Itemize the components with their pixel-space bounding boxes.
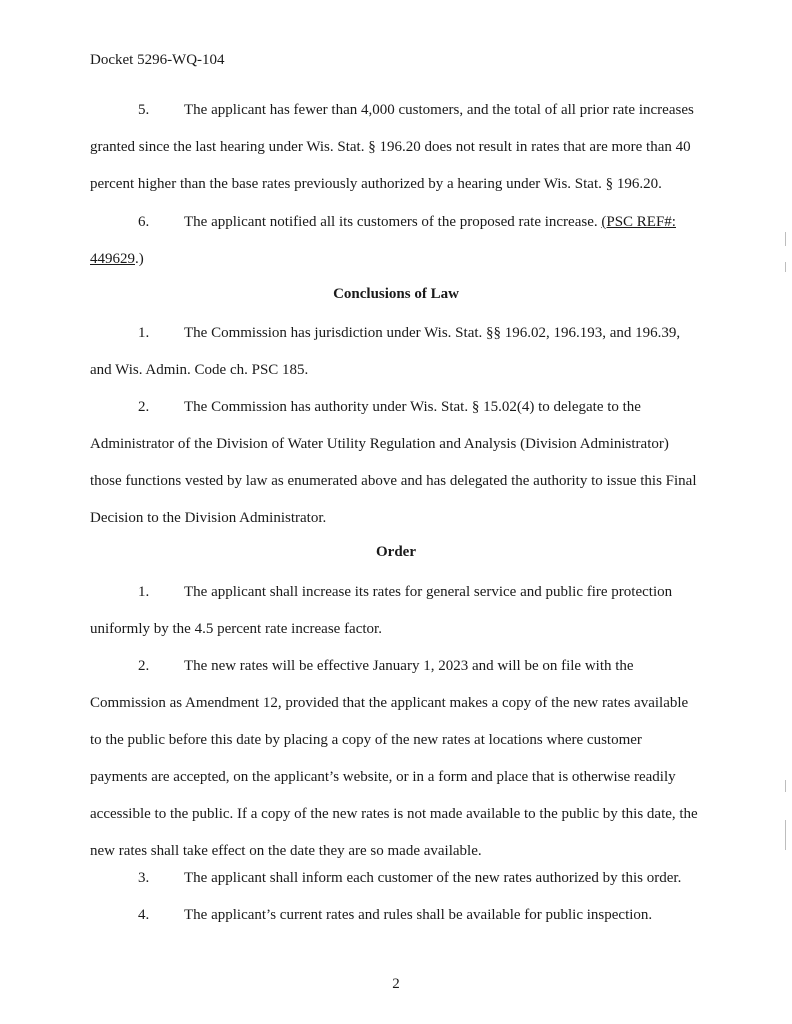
paragraph-text: The applicant has fewer than 4,000 customers, and the total of all prior rate increases granted since the last hearing under Wis. Stat. § 196.20 does not result in rates that are more than 40 percent higher than the base rates previously authorized by a hearing under Wis. Stat. § 196.20. [90, 102, 694, 192]
conclusions-heading: Conclusions of Law [333, 286, 459, 302]
paragraph-text: The applicant notified all its customers of the proposed rate increase. [184, 214, 602, 230]
paragraph-number: 6. [138, 214, 150, 230]
paragraph-number: 5. [138, 102, 150, 118]
conclusion-paragraph-1 [90, 315, 702, 389]
order-paragraph-1 [90, 574, 702, 648]
paragraph-text: The Commission has jurisdiction under Wis. Stat. §§ 196.02, 196.193, and 196.39, and Wis. Admin. Code ch. PSC 185. [90, 325, 681, 378]
scan-edge-mark [785, 262, 786, 272]
paragraph-number: 3. [138, 870, 150, 886]
paragraph-text: The applicant shall inform each customer of the new rates authorized by this order. [184, 870, 682, 886]
paragraph-text: The new rates will be effective January 1, 2023 and will be on file with the Commission as Amendment 12, provided that the applicant makes a copy of the new rates available to the public before this date by placing a copy of the new rates at locations where customer payments are accepted, on the applicant’s website, or in a form and place that is otherwise readily accessible to the public. If a copy of the new rates is not made available to the public by this date, the new rates shall take effect on the date they are so made available. [90, 658, 698, 859]
order-paragraph-3 [90, 860, 702, 897]
order-paragraph-4 [90, 897, 702, 934]
order-paragraph-2 [90, 648, 702, 870]
conclusion-paragraph-2 [90, 389, 702, 537]
docket-number: Docket 5296-WQ-104 [90, 52, 225, 68]
paragraph-number: 1. [138, 584, 150, 600]
paragraph-text: The applicant shall increase its rates for general service and public fire protection uniformly by the 4.5 percent rate increase factor. [90, 584, 673, 637]
paragraph-number: 1. [138, 325, 150, 341]
scan-edge-mark [785, 820, 786, 850]
paragraph-text: The Commission has authority under Wis. Stat. § 15.02(4) to delegate to the Administrator of the Division of Water Utility Regulation and Analysis (Division Administrator) those functions vested by law as enumerated above and has delegated the authority to issue this Final Decision to the Division Administrator. [90, 399, 697, 526]
paragraph-text: The applicant’s current rates and rules shall be available for public inspection. [184, 907, 653, 923]
paragraph-number: 2. [138, 658, 150, 674]
psc-ref-link[interactable]: (PSC REF#: 449629 [90, 214, 676, 267]
paragraph-text-end: .) [135, 251, 144, 267]
finding-paragraph-6 [90, 204, 702, 278]
scan-edge-mark [785, 232, 786, 246]
page-number: 2 [392, 976, 400, 992]
paragraph-number: 2. [138, 399, 150, 415]
paragraph-number: 4. [138, 907, 150, 923]
scan-edge-mark [785, 780, 786, 792]
finding-paragraph-5 [90, 92, 702, 203]
order-heading: Order [376, 544, 416, 560]
